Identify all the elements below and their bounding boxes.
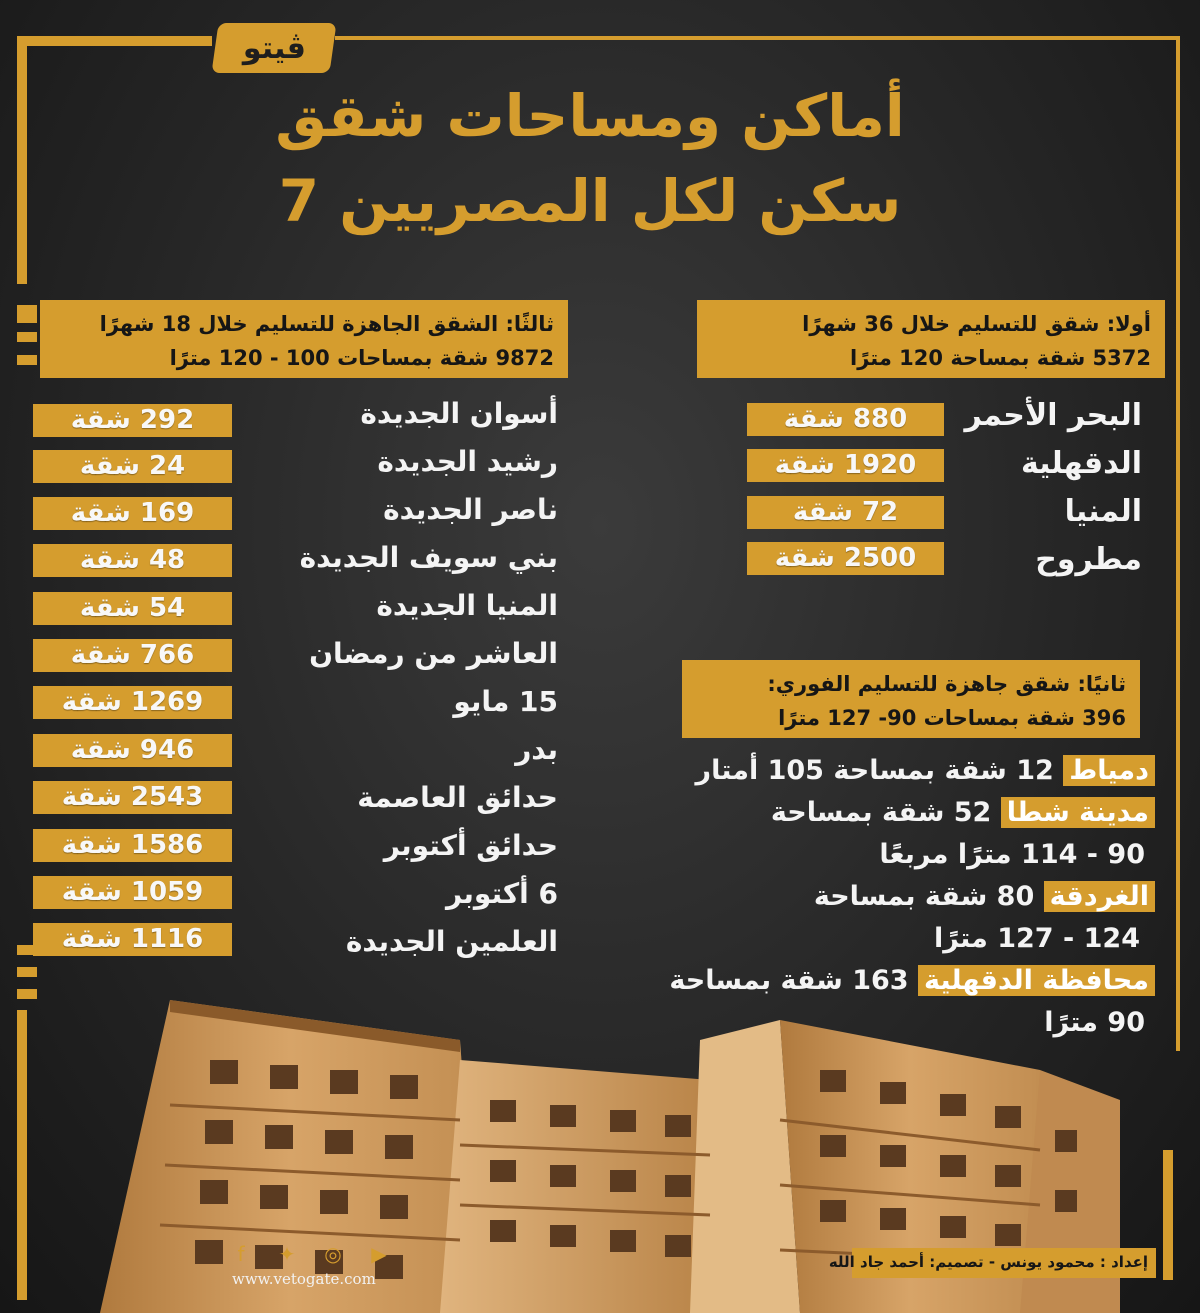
apartment-count: 72 شقة	[747, 496, 944, 529]
frame-dash	[17, 332, 37, 342]
apartment-count: 169 شقة	[33, 497, 232, 530]
entry-detail: 12 شقة بمساحة 105 أمتار	[695, 755, 1064, 786]
frame-dash	[17, 305, 37, 323]
delivery-entry	[934, 923, 1140, 954]
entry-detail: 52 شقة بمساحة	[770, 797, 1001, 828]
city-name: حدائق أكتوبر	[383, 829, 558, 862]
instagram-icon[interactable]: ◎	[324, 1242, 342, 1266]
frame-left-bar	[17, 36, 27, 284]
frame-dash	[17, 989, 37, 999]
section1-heading: أولا: شقق للتسليم خلال 36 شهرًا	[802, 312, 1151, 336]
place-highlight: دمياط	[1063, 755, 1155, 786]
city-name: بدر	[515, 733, 558, 766]
facebook-icon[interactable]: f	[237, 1242, 245, 1266]
twitter-icon[interactable]: ✦	[278, 1242, 296, 1266]
section2-subheading: 396 شقة بمساحات 90- 127 مترًا	[778, 705, 1126, 730]
delivery-entry	[814, 881, 1155, 912]
apartment-count: 2500 شقة	[747, 542, 944, 575]
city-name: بني سويف الجديدة	[299, 541, 558, 574]
delivery-entry	[879, 839, 1145, 870]
apartment-count: 48 شقة	[33, 544, 232, 577]
city-name: مطروح	[1035, 542, 1142, 577]
section3-subheading: 9872 شقة بمساحات 100 - 120 مترًا	[169, 345, 554, 370]
social-icons	[230, 1243, 390, 1265]
frame-dash	[17, 967, 37, 977]
apartment-count: 292 شقة	[33, 404, 232, 437]
place-highlight: محافظة الدقهلية	[918, 965, 1155, 996]
city-name: 6 أكتوبر	[445, 877, 558, 910]
credits-box: إعداد : محمود يونس - تصميم: أحمد جاد الله	[852, 1248, 1156, 1278]
frame-bottom-right-bar	[1163, 1150, 1173, 1280]
apartment-count: 24 شقة	[33, 450, 232, 483]
apartment-count: 946 شقة	[33, 734, 232, 767]
city-name: المنيا الجديدة	[376, 589, 558, 622]
place-highlight: مدينة شطا	[1001, 797, 1155, 828]
frame-dash	[17, 355, 37, 365]
entry-detail: 124 - 127 مترًا	[934, 923, 1140, 954]
section2-header	[682, 660, 1140, 738]
page-title-line2: سكن لكل المصريين 7	[278, 167, 902, 235]
apartment-count: 1920 شقة	[747, 449, 944, 482]
delivery-entry	[771, 797, 1155, 828]
youtube-icon[interactable]: ▶	[371, 1242, 387, 1266]
city-name: رشيد الجديدة	[377, 445, 558, 478]
section3-header	[40, 300, 568, 378]
apartment-count: 1116 شقة	[33, 923, 232, 956]
city-name: ناصر الجديدة	[383, 493, 558, 526]
entry-detail: 80 شقة بمساحة	[813, 881, 1044, 912]
section1-subheading: 5372 شقة بمساحة 120 مترًا	[850, 345, 1151, 370]
apartment-count: 1269 شقة	[33, 686, 232, 719]
apartment-count: 54 شقة	[33, 592, 232, 625]
city-name: حدائق العاصمة	[357, 781, 558, 814]
apartment-count: 1586 شقة	[33, 829, 232, 862]
apartment-count: 766 شقة	[33, 639, 232, 672]
apartment-count: 1059 شقة	[33, 876, 232, 909]
page-title-line1: أماكن ومساحات شقق	[275, 82, 905, 150]
frame-bottom-left-bar	[17, 1010, 27, 1300]
section2-heading: ثانيًا: شقق جاهزة للتسليم الفوري:	[767, 672, 1126, 696]
entry-detail: 90 مترًا	[1044, 1007, 1145, 1038]
veto-logo: ڤيتو	[211, 23, 336, 73]
section1-header	[697, 300, 1165, 378]
city-name: 15 مايو	[453, 685, 558, 718]
city-name: البحر الأحمر	[964, 398, 1142, 433]
apartment-count: 2543 شقة	[33, 781, 232, 814]
city-name: أسوان الجديدة	[360, 397, 558, 430]
apartment-count: 880 شقة	[747, 403, 944, 436]
section3-heading: ثالثًا: الشقق الجاهزة للتسليم خلال 18 شهرًا	[99, 312, 554, 336]
city-name: المنيا	[1064, 494, 1142, 529]
city-name: العاشر من رمضان	[309, 637, 558, 670]
city-name: الدقهلية	[1020, 446, 1142, 481]
place-highlight: الغردقة	[1044, 881, 1155, 912]
entry-detail: 163 شقة بمساحة	[669, 965, 919, 996]
delivery-entry	[696, 755, 1155, 786]
frame-top-bar	[17, 36, 212, 46]
entry-detail: 90 - 114 مترًا مربعًا	[879, 839, 1145, 870]
frame-top-line	[335, 36, 1180, 40]
website-link[interactable]: www.vetogate.com	[232, 1270, 376, 1288]
city-name: العلمين الجديدة	[345, 925, 558, 958]
frame-right-line	[1176, 36, 1180, 1051]
